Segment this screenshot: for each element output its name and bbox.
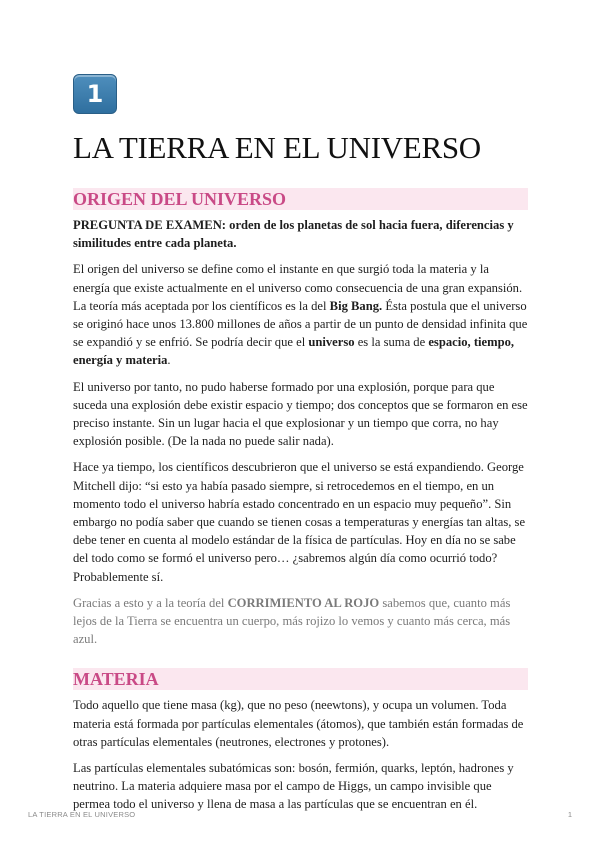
paragraph-origen-3: Hace ya tiempo, los científicos descubrieron que el universo se está expandiendo. George Mitchell dijo: “si esto ya había pasado siempre, si retrocedemos en el tiempo, en un momento todo el universo habría estado concentrado en un espacio muy pequeño”. Sin embargo no podía saber que cuando se tienen cosas a temperaturas y energías tan altas, se debe tener en cuenta al modelo estándar de la física de partículas. Hoy en día no se sabe del todo como se formó el universo pero… ¿sabremos algún día como ocurrió todo? Probablemente sí. xyxy=(73,460,526,584)
paragraph-materia-2: Las partículas elementales subatómicas son: bosón, fermión, quarks, leptón, hadrones y neutrino. La materia adquiere masa por el campo de Higgs, un campo invisible que permea todo el universo y llena de masa a las partículas que se encuentran en él. xyxy=(73,761,514,812)
exam-question xyxy=(73,216,528,252)
exam-question-text: PREGUNTA DE EXAMEN: orden de los planetas de sol hacia fuera, diferencias y similitudes entre cada planeta. xyxy=(73,218,514,251)
paragraph-origen-4: Gracias a esto y a la teoría del CORRIMIENTO AL ROJO sabemos que, cuanto más lejos de la Tierra se encuentra un cuerpo, más rojizo lo vemos y cuanto más cerca, más azul. xyxy=(73,595,511,647)
chapter-number-badge xyxy=(73,74,117,114)
paragraph-origen-1: El origen del universo se define como el instante en que surgió toda la materia y la energía que existe actualmente en el universo como consecuencia de una gran expansión. La teoría más aceptada por los científicos es la del Big Bang. Ésta postula que el universo se originó hace unos 13.800 millones de años a partir de un punto de densidad infinita que se expandió y se enfrió. Se podría decir que el universo es la suma de espacio, tiempo, energía y materia. xyxy=(73,262,528,368)
page-title: LA TIERRA EN EL UNIVERSO xyxy=(73,130,481,165)
footer-page-number: 1 xyxy=(567,810,572,819)
footer-title: LA TIERRA EN EL UNIVERSO xyxy=(28,810,136,819)
document-page xyxy=(73,74,528,822)
section-heading-materia: MATERIA xyxy=(73,668,528,690)
chapter-number: 1 xyxy=(86,80,104,108)
paragraph-materia-1: Todo aquello que tiene masa (kg), que no peso (neewtons), y ocupa un volumen. Toda materia está formada por partículas elementales (átomos), que también están formadas de otras partículas elementales (neutrones, electrones y protones). xyxy=(73,698,524,749)
section-heading-origen: ORIGEN DEL UNIVERSO xyxy=(73,188,528,210)
paragraph-origen-2: El universo por tanto, no pudo haberse formado por una explosión, porque para que suceda una explosión debe existir espacio y tiempo; dos conceptos que se formaron en ese preciso instante. Sin un lugar hacia el que explosionar y un tiempo que corra, no hay explosión posible. (De la nada no puede salir nada). xyxy=(73,379,528,449)
